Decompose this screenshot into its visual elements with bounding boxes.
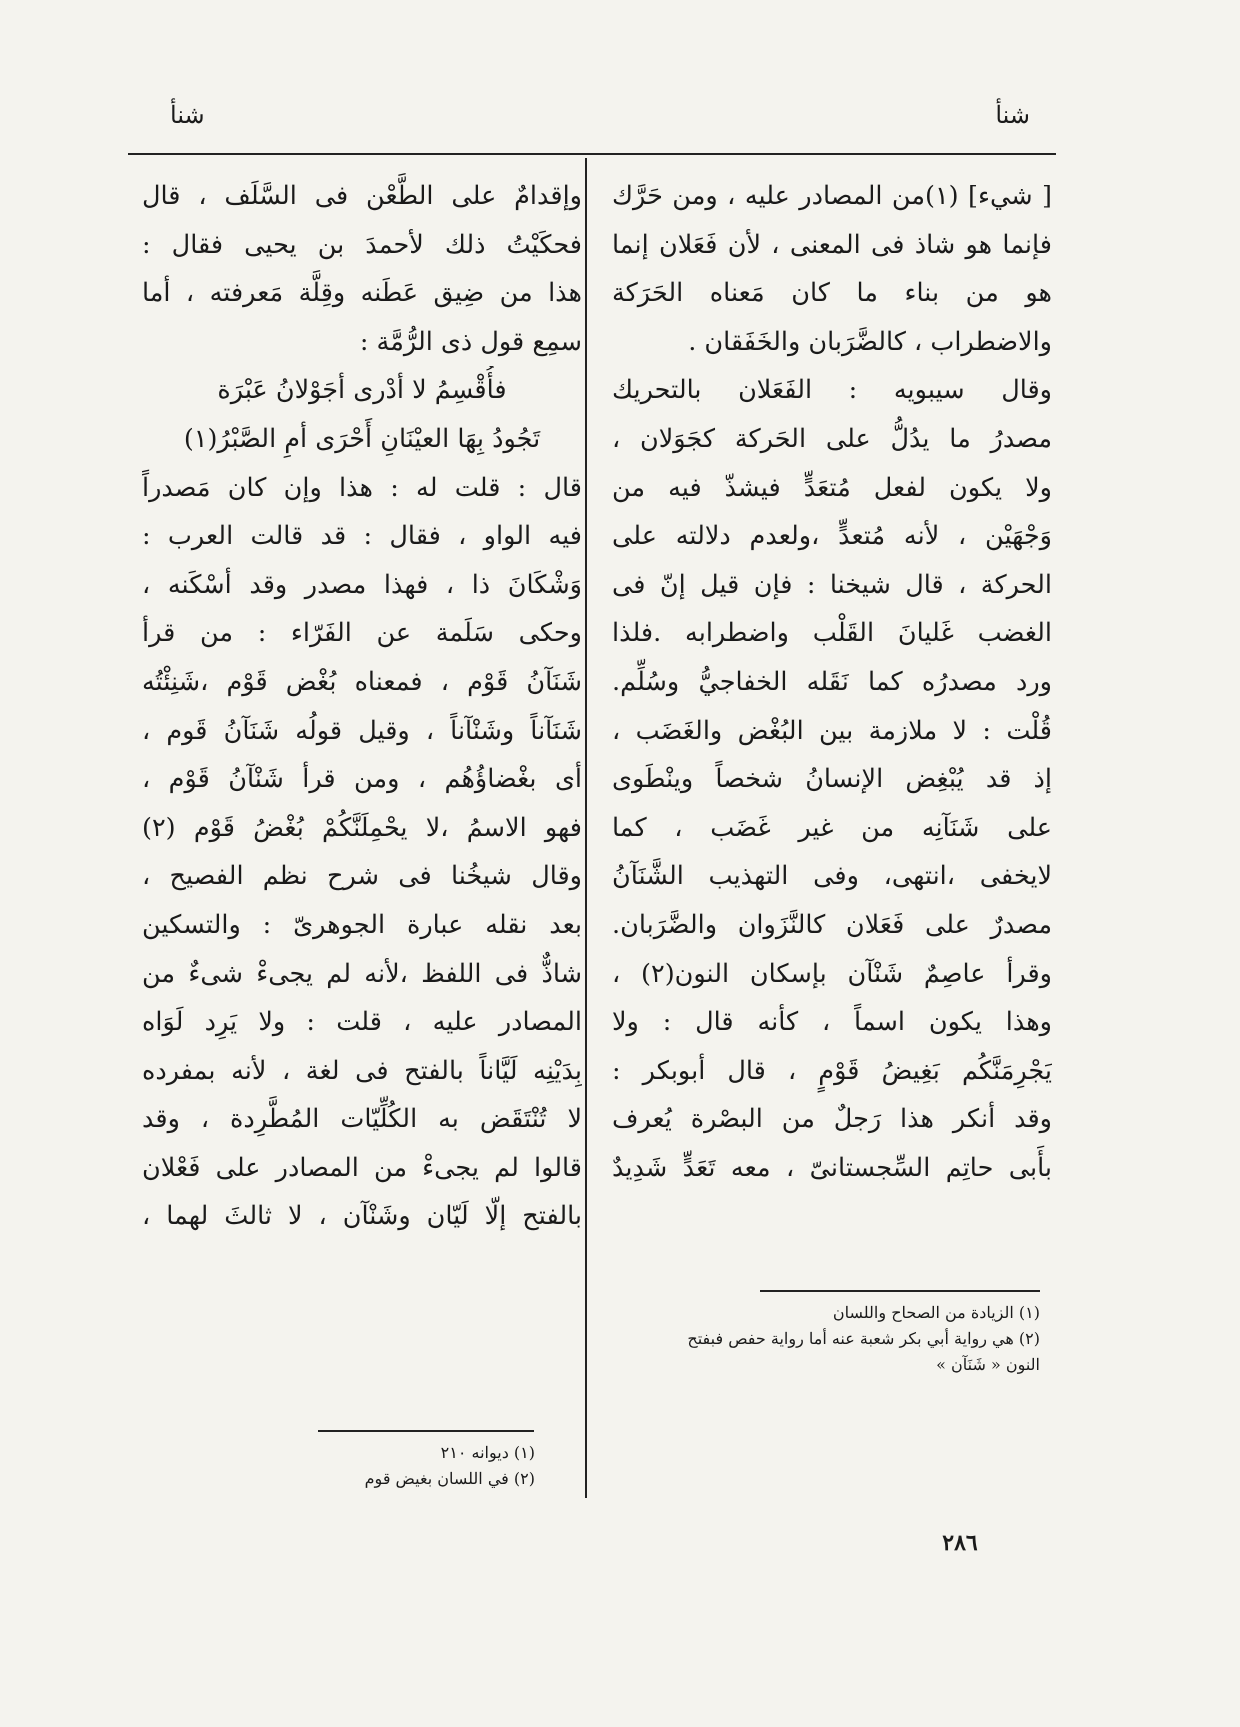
left-column: [142, 172, 582, 1241]
footnotes-right: [687, 1300, 1040, 1378]
text-line: مصدرُ ما يدُلُّ على الحَركة كجَوَلان ،: [612, 423, 1052, 454]
text-line: وقال سيبويه : الفَعَلان بالتحريك: [612, 375, 1052, 406]
footnotes-left: [300, 1440, 535, 1492]
text-line: بعد نقله عبارة الجوهرىّ : والتسكين: [142, 909, 582, 940]
text-line: المصادر عليه ، قلت : ولا يَرِد لَوَاه: [142, 1007, 582, 1038]
footnote: النون « شَنَآن »: [936, 1355, 1040, 1374]
text-line: وهذا يكون اسماً ، كأنه قال : ولا: [612, 1007, 1052, 1038]
text-line: فهو الاسمُ ،لا يحْمِلَنَّكُمْ بُغْضُ قَوْم (٢): [142, 812, 582, 843]
text-line: [ شيء] (١)من المصادر عليه ، ومن حَرَّك: [612, 181, 1052, 211]
text-line: والاضطراب ، كالضَّرَبان والخَفَقان .: [688, 326, 1052, 357]
text-line: وَجْهَيْن ، لأنه مُتعدٍّ ،ولعدم دلالته على: [612, 521, 1052, 552]
text-line: لا تُنْتَقَض به الكُلِّيّات المُطَّرِدة ، وقد: [142, 1104, 582, 1135]
text-line: سمِع قول ذى الرُّمَّة :: [359, 326, 582, 357]
page-number: ٢٨٦: [942, 1530, 978, 1556]
footnote-rule-left: [318, 1430, 534, 1432]
text-line: قُلْت : لا ملازمة بين البُغْض والغَضَب ،: [612, 715, 1052, 746]
text-line: قالوا لم يجىءْ من المصادر على فَعْلان: [142, 1152, 582, 1183]
text-line: وحكى سَلَمة عن الفَرّاء : من قرأ: [142, 618, 582, 649]
text-line: بأَبى حاتِم السِّجستانىّ ، معه تَعَدٍّ شَدِيدٌ: [612, 1152, 1052, 1183]
text-line: وقرأ عاصِمٌ شَنْآن بإسكان النون(٢) ،: [612, 958, 1052, 989]
text-line: فيه الواو ، فقال : قد قالت العرب :: [142, 521, 582, 552]
footnote: (٢) هي رواية أبي بكر شعبة عنه أما رواية حفص فبفتح: [687, 1329, 1040, 1348]
text-line: وَشْكَانَ ذا ، فهذا مصدر وقد أسْكَنه ،: [142, 569, 582, 600]
text-line: إذ قد يُبْغِض الإنسانُ شخصاً وينْطَوى: [612, 764, 1052, 795]
header-word-right: شنأ: [995, 101, 1030, 129]
right-column: [612, 172, 1052, 1192]
footnote: (٢) في اللسان بغيض قوم: [364, 1469, 535, 1488]
text-line: وقال شيخُنا فى شرح نظم الفصيح ،: [142, 861, 582, 892]
verse-line: تَجُودُ بِهَا العيْنَانِ أَحْرَى أمِ الصَّبْرُ(١): [183, 423, 541, 454]
text-line: على شَنَآنِه من غير غَضَب ، كما: [612, 812, 1052, 843]
header-rule: [128, 153, 1056, 155]
column-divider: [585, 158, 587, 1498]
footnote: (١) الزيادة من الصحاح واللسان: [832, 1303, 1040, 1322]
text-line: شَنَآنُ قَوْم ، فمعناه بُغْض قَوْم ،شَنِئْتُه: [142, 666, 582, 697]
verse-line: فأُقْسِمُ لا أدْرى أجَوْلانُ عَبْرَة: [217, 375, 507, 406]
text-line: الحركة ، قال شيخنا : فإن قيل إنّ فى: [612, 569, 1052, 600]
text-line: بالفتح إلّا لَيّان وشَنْآن ، لا ثالثَ لهما ،: [142, 1201, 582, 1232]
header-word-left: شنأ: [170, 101, 205, 129]
text-line: شاذٌّ فى اللفظ ،لأنه لم يجىءْ شىءٌ من: [142, 958, 582, 989]
text-line: هو من بناء ما كان مَعناه الحَرَكة: [612, 278, 1052, 309]
text-line: فإنما هو شاذ فى المعنى ، لأن فَعَلان إنما: [612, 229, 1052, 260]
text-line: فحكَيْتُ ذلك لأحمدَ بن يحيى فقال :: [142, 229, 582, 260]
text-line: ورد مصدرُه كما نَقَله الخفاجيُّ وسُلِّم.: [612, 666, 1052, 697]
text-line: بِدَيْنِه لَيَّاناً بالفتح فى لغة ، لأنه بمفرده: [142, 1055, 582, 1086]
text-line: ولا يكون لفعل مُتعَدٍّ فيشذّ فيه من: [612, 472, 1052, 503]
text-line: يَجْرِمَنَّكُم بَغِيضُ قَوْمٍ ، قال أبوبكر :: [612, 1055, 1052, 1086]
text-line: وقد أنكر هذا رَجلٌ من البصْرة يُعرف: [612, 1104, 1052, 1135]
text-line: أى بغْضاؤُهُم ، ومن قرأ شَنْآنُ قَوْم ،: [142, 764, 582, 795]
text-line: شَنَآناً وشَنْآناً ، وقيل قولُه شَنَآنُ قَوم ،: [142, 715, 582, 746]
text-line: وإقدامٌ على الطَّعْن فى السَّلَف ، قال: [142, 181, 582, 211]
text-line: لايخفى ،انتهى، وفى التهذيب الشَّنَآنُ: [612, 861, 1052, 892]
text-line: الغضب غَليانَ القَلْب واضطرابه .فلذا: [612, 618, 1052, 649]
text-line: مصدرٌ على فَعَلان كالنَّزَوان والضَّرَبان.: [612, 909, 1052, 940]
text-line: قال : قلت له : هذا وإن كان مَصدراً: [142, 472, 582, 503]
text-line: هذا من ضِيق عَطَنه وقِلَّة مَعرفته ، أما: [142, 278, 582, 309]
footnote-rule-right: [760, 1290, 1040, 1292]
footnote: (١) ديوانه ٢١٠: [440, 1443, 535, 1462]
